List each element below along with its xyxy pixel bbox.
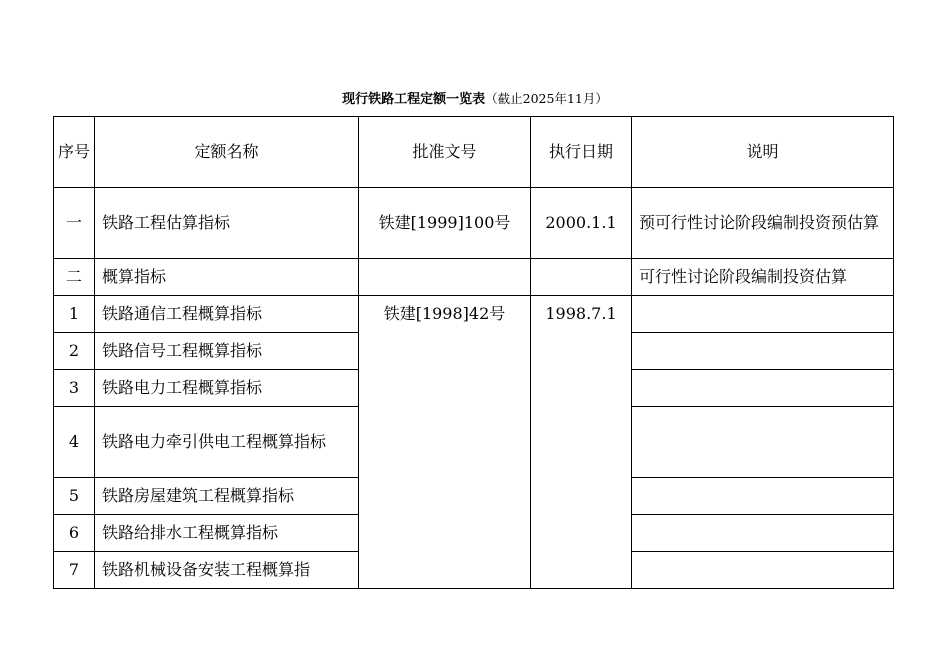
row-date: 2000.1.1 xyxy=(531,188,632,259)
row-note: 可行性讨论阶段编制投资估算 xyxy=(632,259,894,296)
row-seq: 1 xyxy=(54,296,95,333)
header-row xyxy=(54,117,894,188)
row-note xyxy=(632,515,894,552)
row-seq: 6 xyxy=(54,515,95,552)
row-seq: 7 xyxy=(54,552,95,589)
table-row xyxy=(54,259,894,296)
header-date: 执行日期 xyxy=(531,117,632,188)
row-note xyxy=(632,407,894,478)
row-note xyxy=(632,333,894,370)
quota-table xyxy=(53,116,894,589)
row-name: 铁路房屋建筑工程概算指标 xyxy=(95,478,359,515)
row-seq: 5 xyxy=(54,478,95,515)
row-name: 铁路通信工程概算指标 xyxy=(95,296,359,333)
header-seq: 序号 xyxy=(54,117,95,188)
row-seq: 3 xyxy=(54,370,95,407)
row-note xyxy=(632,552,894,589)
row-name: 铁路机械设备安装工程概算指 xyxy=(95,552,359,589)
row-name: 铁路工程估算指标 xyxy=(95,188,359,259)
row-note xyxy=(632,370,894,407)
title-main: 现行铁路工程定额一览表 xyxy=(342,92,486,107)
row-seq: 4 xyxy=(54,407,95,478)
row-note xyxy=(632,478,894,515)
group-doc: 铁建[1998]42号 xyxy=(359,296,531,589)
row-name: 概算指标 xyxy=(95,259,359,296)
group-date: 1998.7.1 xyxy=(531,296,632,589)
row-doc: 铁建[1999]100号 xyxy=(359,188,531,259)
row-note xyxy=(632,296,894,333)
header-name: 定额名称 xyxy=(95,117,359,188)
row-seq: 一 xyxy=(54,188,95,259)
title-subtitle: （截止2025年11月） xyxy=(485,91,608,106)
row-name: 铁路电力工程概算指标 xyxy=(95,370,359,407)
table-row xyxy=(54,296,894,333)
row-name: 铁路电力牵引供电工程概算指标 xyxy=(95,407,359,478)
header-doc: 批准文号 xyxy=(359,117,531,188)
row-name: 铁路给排水工程概算指标 xyxy=(95,515,359,552)
row-date xyxy=(531,259,632,296)
table-title xyxy=(0,90,950,109)
row-seq: 2 xyxy=(54,333,95,370)
row-seq: 二 xyxy=(54,259,95,296)
row-name: 铁路信号工程概算指标 xyxy=(95,333,359,370)
header-note: 说明 xyxy=(632,117,894,188)
row-doc xyxy=(359,259,531,296)
row-note: 预可行性讨论阶段编制投资预估算 xyxy=(632,188,894,259)
table-row xyxy=(54,188,894,259)
